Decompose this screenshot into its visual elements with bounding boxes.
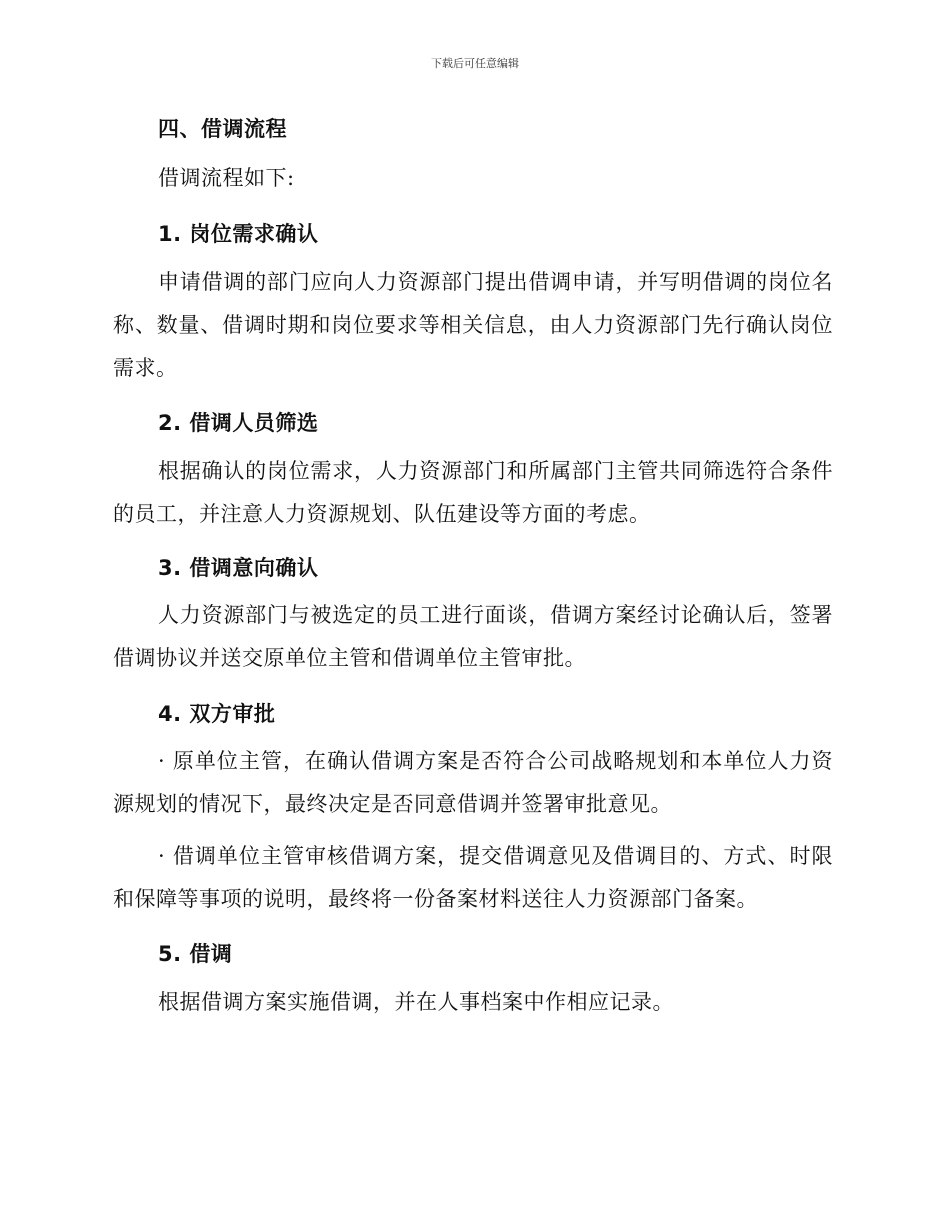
step-2-title: 2. 借调人员筛选 bbox=[158, 411, 319, 435]
step-4-bullet-1: · 原单位主管，在确认借调方案是否符合公司战略规划和本单位人力资源规划的情况下，最终决定是否同意借调并签署审批意见。 bbox=[113, 749, 833, 816]
step-5-title: 5. 借调 bbox=[158, 942, 233, 966]
section-title: 四、借调流程 bbox=[158, 117, 287, 141]
step-4-title: 4. 双方审批 bbox=[158, 702, 276, 726]
page-header-note: 下载后可任意编辑 bbox=[431, 57, 519, 70]
step-3-title: 3. 借调意向确认 bbox=[158, 556, 319, 580]
step-4-bullet-2: · 借调单位主管审核借调方案，提交借调意见及借调目的、方式、时限和保障等事项的说明，最终将一份备案材料送往人力资源部门备案。 bbox=[113, 844, 833, 911]
step-1-paragraph: 申请借调的部门应向人力资源部门提出借调申请，并写明借调的岗位名称、数量、借调时期和岗位要求等相关信息，由人力资源部门先行确认岗位需求。 bbox=[113, 270, 833, 380]
step-1-title: 1. 岗位需求确认 bbox=[158, 222, 319, 246]
step-2-paragraph: 根据确认的岗位需求，人力资源部门和所属部门主管共同筛选符合条件的员工，并注意人力资源规划、队伍建设等方面的考虑。 bbox=[113, 459, 833, 526]
step-3-paragraph: 人力资源部门与被选定的员工进行面谈，借调方案经讨论确认后，签署借调协议并送交原单位主管和借调单位主管审批。 bbox=[113, 603, 833, 670]
section-intro: 借调流程如下: bbox=[158, 166, 295, 190]
step-5-paragraph: 根据借调方案实施借调，并在人事档案中作相应记录。 bbox=[158, 990, 674, 1014]
